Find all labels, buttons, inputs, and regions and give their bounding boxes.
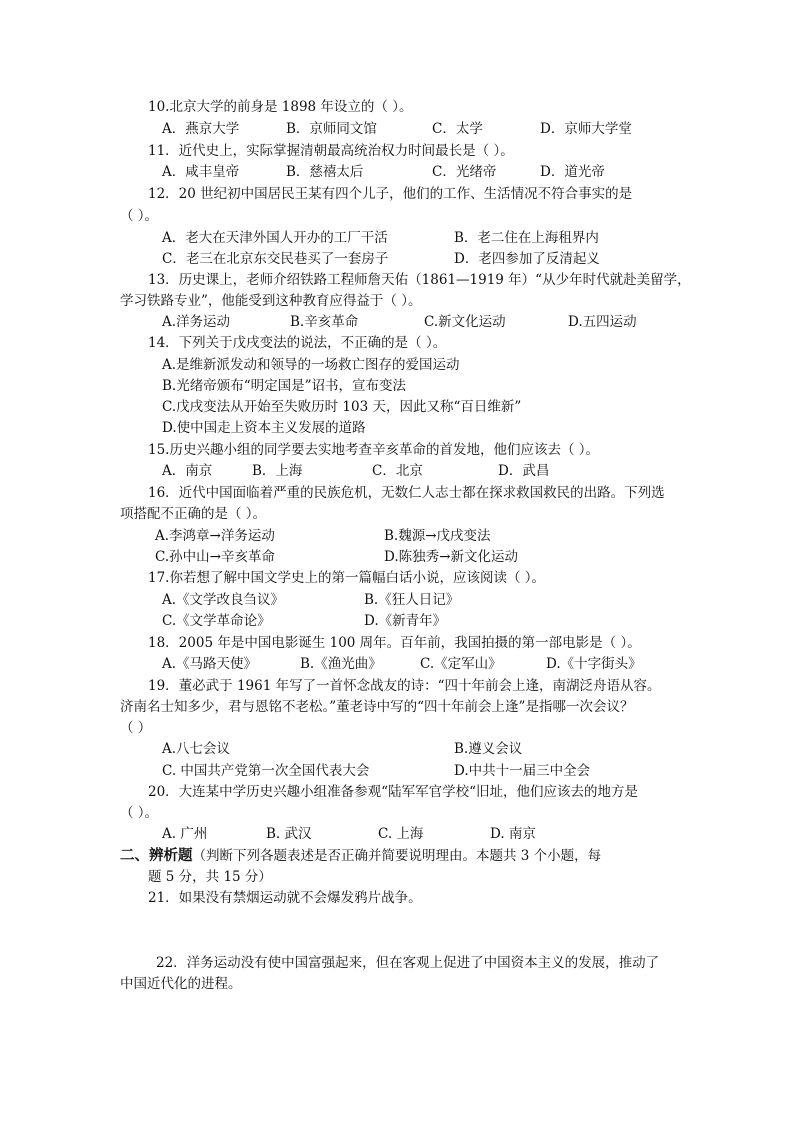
q12-option-d: D．老四参加了反清起义 <box>454 251 600 267</box>
q12-option-a: A．老大在天津外国人开办的工厂干活 <box>162 230 388 246</box>
q12-option-c: C．老三在北京东交民巷买了一套房子 <box>162 251 389 267</box>
question-17-stem: 17.你若想了解中国文学史上的第一篇幅白话小说，应该阅读（ ）。 <box>148 570 546 586</box>
question-11-stem: 11．近代史上，实际掌握清朝最高统治权力时间最长是（ ）。 <box>148 143 514 159</box>
question-10-stem: 10.北京大学的前身是 1898 年设立的（ ）。 <box>148 99 413 115</box>
q20-option-d: D. 南京 <box>490 826 536 842</box>
q16-option-a: A.李鸿章→洋务运动 <box>155 528 275 544</box>
question-20-stem: 20．大连某中学历史兴趣小组准备参观“陆军军官学校“旧址，他们应该去的地方是 <box>148 784 638 800</box>
question-19-stem-cont: 济南名士知多少，君与恩铭不老松。”董老诗中写的“四十年前会上逢”是指哪一次会议？ <box>120 699 634 715</box>
q15-option-b: B．上海 <box>252 463 303 479</box>
q15-option-d: D．武昌 <box>498 463 550 479</box>
q11-option-c: C．光绪帝 <box>432 164 497 180</box>
section-2-title: 二、辨析题 <box>120 847 193 864</box>
q10-option-b: B．京师同文馆 <box>286 121 377 137</box>
section-2-desc-cont: 题 5 分，共 15 分） <box>148 869 272 885</box>
q17-option-c: C.《文学革命论》 <box>162 613 271 629</box>
q14-option-c: C.戊戌变法从开始至失败历时 103 天，因此又称“百日维新” <box>162 399 522 415</box>
q10-option-a: A．燕京大学 <box>162 121 240 137</box>
question-22-cont: 中国近代化的进程。 <box>120 976 242 992</box>
question-20-stem-cont: （ ）。 <box>120 805 159 821</box>
q18-option-a: A.《马路天使》 <box>162 656 258 672</box>
q16-option-b: B.魏源→戊戌变法 <box>384 528 491 544</box>
q17-option-d: D.《新青年》 <box>364 613 447 629</box>
q14-option-b: B.光绪帝颁布“明定国是”诏书，宣布变法 <box>162 378 407 394</box>
q20-option-b: B. 武汉 <box>266 826 312 842</box>
q13-option-c: C.新文化运动 <box>424 314 506 330</box>
q17-option-b: B.《狂人日记》 <box>364 592 460 608</box>
question-13-stem-cont: 学习铁路专业”，他能受到这种教育应得益于（ ）。 <box>120 293 422 309</box>
q15-option-a: A．南京 <box>162 463 213 479</box>
question-13-stem: 13．历史课上，老师介绍铁路工程师詹天佑（1861—1919 年）“从少年时代就赴美留学， <box>148 272 691 288</box>
q20-option-c: C. 上海 <box>378 826 424 842</box>
q11-option-d: D．道光帝 <box>540 164 605 180</box>
q11-option-b: B．慈禧太后 <box>286 164 364 180</box>
question-16-stem: 16．近代中国面临着严重的民族危机，无数仁人志士都在探求救国救民的出路。下列选 <box>148 485 665 501</box>
question-16-stem-cont: 项搭配不正确的是（ ）。 <box>120 506 267 522</box>
q19-option-b: B.遵义会议 <box>454 741 523 757</box>
question-22: 22．洋务运动没有使中国富强起来，但在客观上促进了中国资本主义的发展，推动了 <box>156 955 660 971</box>
q16-option-d: D.陈独秀→新文化运动 <box>384 549 518 565</box>
q18-option-b: B.《渔光曲》 <box>300 656 382 672</box>
question-15-stem: 15.历史兴趣小组的同学要去实地考查辛亥革命的首发地，他们应该去（ ）。 <box>148 442 600 458</box>
q14-option-a: A.是维新派发动和领导的一场救亡图存的爱国运动 <box>162 357 460 373</box>
q14-option-d: D.使中国走上资本主义发展的道路 <box>162 420 366 436</box>
section-2-heading <box>120 846 601 866</box>
q15-option-c: C．北京 <box>372 463 423 479</box>
question-12-stem-cont: （ ）。 <box>120 208 159 224</box>
question-19-stem: 19．董必武于 1961 年写了一首怀念战友的诗：“四十年前会上逢，南湖泛舟语从容。 <box>148 678 661 694</box>
q18-option-d: D.《十字街头》 <box>546 656 642 672</box>
q19-option-a: A.八七会议 <box>162 741 231 757</box>
q20-option-a: A. 广州 <box>162 826 208 842</box>
q13-option-b: B.辛亥革命 <box>290 314 359 330</box>
q11-option-a: A．咸丰皇帝 <box>162 164 240 180</box>
q17-option-a: A.《文学改良刍议》 <box>162 592 285 608</box>
question-14-stem: 14．下列关于戊戌变法的说法，不正确的是（ ）。 <box>148 335 447 351</box>
q13-option-d: D.五四运动 <box>568 314 637 330</box>
question-19-stem-cont2: （ ） <box>120 720 152 736</box>
question-12-stem: 12．20 世纪初中国居民王某有四个儿子，他们的工作、生活情况不符合事实的是 <box>148 186 633 202</box>
q18-option-c: C.《定军山》 <box>420 656 502 672</box>
section-2-desc: （判断下列各题表述是否正确并简要说明理由。本题共 3 个小题，每 <box>192 848 602 864</box>
q10-option-c: C．太学 <box>432 121 483 137</box>
q10-option-d: D．京师大学堂 <box>540 121 632 137</box>
q16-option-c: C.孙中山→辛亥革命 <box>155 549 275 565</box>
q12-option-b: B．老二住在上海租界内 <box>454 230 599 246</box>
q13-option-a: A.洋务运动 <box>162 314 231 330</box>
question-21: 21．如果没有禁烟运动就不会爆发鸦片战争。 <box>148 890 422 906</box>
q19-option-c: C. 中国共产党第一次全国代表大会 <box>162 763 370 779</box>
q19-option-d: D.中共十一届三中全会 <box>454 763 591 779</box>
question-18-stem: 18．2005 年是中国电影诞生 100 周年。百年前，我国拍摄的第一部电影是（ ）。 <box>148 635 641 651</box>
